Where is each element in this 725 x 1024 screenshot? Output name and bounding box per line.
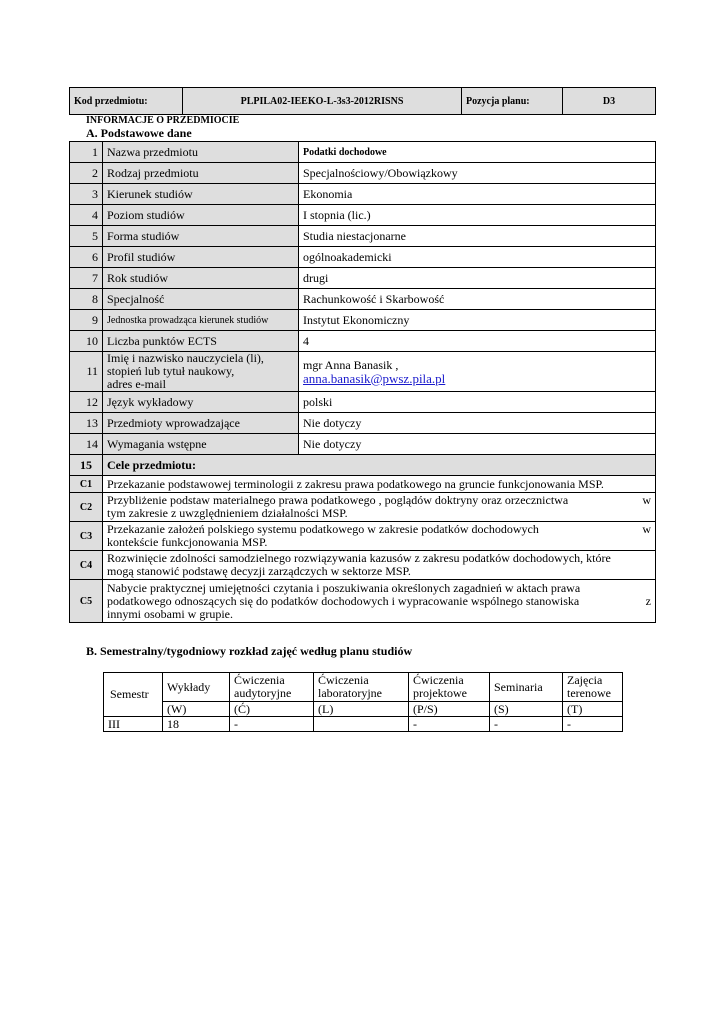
goal-code: C4 [70,551,103,580]
row-label: Rok studiów [103,268,299,289]
goal-row [70,522,656,551]
row-value: Specjalnościowy/Obowiązkowy [299,163,656,184]
row-label: Przedmioty wprowadzające [103,413,299,434]
row-number: 11 [70,352,103,392]
goal-row [70,551,656,580]
column-header [409,673,490,702]
table-row [70,434,656,455]
column-header-line: Zajęcia [567,673,603,687]
goal-text [103,580,656,623]
row-label: Poziom studiów [103,205,299,226]
row-number: 13 [70,413,103,434]
column-header [230,673,314,702]
schedule-table [103,672,623,732]
goal-line: tym zakresie z uwzględnieniem działalności MSP. [107,506,348,520]
table-row [70,205,656,226]
goals-header-row [70,455,656,476]
goal-line-tail: z [645,593,651,608]
schedule-header-row [104,673,623,702]
row-label: Specjalność [103,289,299,310]
column-header-line: terenowe [567,686,611,700]
row-number: 9 [70,310,103,331]
table-row [70,289,656,310]
table-row [70,268,656,289]
hours-value: 18 [163,717,230,732]
row-number: 5 [70,226,103,247]
teacher-email-link[interactable]: anna.banasik@pwsz.pila.pl [303,370,446,386]
row-number: 12 [70,392,103,413]
row-label: Liczba punktów ECTS [103,331,299,352]
hours-value: - [230,717,314,732]
row-number: 15 [70,455,103,476]
goal-row [70,493,656,522]
row-label: Profil studiów [103,247,299,268]
row-value: Nie dotyczy [299,413,656,434]
goal-line: Przekazanie podstawowej terminologii z zakresu prawa podatkowego na gruncie funkcjonowania MSP. [107,476,604,491]
row-number: 2 [70,163,103,184]
goal-text [103,551,656,580]
goal-text [103,522,656,551]
schedule-abbr-row [104,702,623,717]
hours-value [314,717,409,732]
row-label: Rodzaj przedmiotu [103,163,299,184]
table-row [70,247,656,268]
column-header [314,673,409,702]
row-number: 7 [70,268,103,289]
row-value: drugi [299,268,656,289]
table-row [70,163,656,184]
semester-value: III [104,717,163,732]
column-header-line: Ćwiczenia [234,673,285,687]
table-row [70,392,656,413]
goal-text [103,493,656,522]
column-header-line: laboratoryjne [318,686,382,700]
row-value: polski [299,392,656,413]
row-label: Wymagania wstępne [103,434,299,455]
column-header-line: Wykłady [167,679,211,694]
row-value: ogólnoakademicki [299,247,656,268]
row-number: 4 [70,205,103,226]
row-value: Podatki dochodowe [299,142,656,163]
goal-row [70,580,656,623]
teacher-label-line-1: Imię i nazwisko nauczyciela (li), [107,351,264,365]
row-label [103,352,299,392]
goal-code: C2 [70,493,103,522]
goal-line: Przekazanie założeń polskiego systemu podatkowego w zakresie podatków dochodowych [107,522,539,536]
goal-code: C5 [70,580,103,623]
goal-line: Przybliżenie podstaw materialnego prawa podatkowego , poglądów doktryny oraz orzecznictwa [107,493,569,507]
column-abbr: (T) [563,702,623,717]
row-number: 10 [70,331,103,352]
row-number: 1 [70,142,103,163]
basic-data-table [69,141,656,623]
goal-line: innymi osobami w grupie. [107,606,233,621]
table-row [70,310,656,331]
semester-header: Semestr [104,673,163,717]
goal-code: C3 [70,522,103,551]
section-b-title: B. Semestralny/tygodniowy rozkład zajęć według planu studiów [86,644,413,658]
hours-value: - [563,717,623,732]
row-value: Rachunkowość i Skarbowość [299,289,656,310]
hours-value: - [490,717,563,732]
course-header-table [69,87,656,115]
column-abbr: (W) [163,702,230,717]
goal-line-tail: w [642,522,651,536]
column-abbr: (S) [490,702,563,717]
goal-line: mogą stanowić podstawę decyzji zarządczych w sektorze MSP. [107,564,411,578]
row-label: Jednostka prowadząca kierunek studiów [103,310,299,331]
table-row [70,184,656,205]
row-value: Ekonomia [299,184,656,205]
row-label: Kierunek studiów [103,184,299,205]
column-header-line: audytoryjne [234,686,292,700]
course-code-value: PLPILA02-IEEKO-L-3s3-2012RISNS [183,88,462,115]
goal-text [103,476,656,493]
row-value [299,352,656,392]
hours-value: - [409,717,490,732]
table-row [70,352,656,392]
column-abbr: (L) [314,702,409,717]
column-header [163,673,230,702]
column-abbr: (Ć) [230,702,314,717]
goal-code: C1 [70,476,103,493]
column-header-line: Ćwiczenia [318,673,369,687]
teacher-name: mgr Anna Banasik , [303,357,399,372]
row-value: I stopnia (lic.) [299,205,656,226]
row-value: Nie dotyczy [299,434,656,455]
plan-position-value: D3 [563,88,656,115]
column-abbr: (P/S) [409,702,490,717]
row-label: Nazwa przedmiotu [103,142,299,163]
row-number: 6 [70,247,103,268]
column-header-line: Seminaria [494,679,543,694]
row-value: 4 [299,331,656,352]
section-a-title: A. Podstawowe dane [86,126,192,140]
goal-line: podatkowego odnoszących się do podatków dochodowych i wypracowanie wspólnego stanowiska [107,593,580,608]
row-value: Instytut Ekonomiczny [299,310,656,331]
column-header [563,673,623,702]
schedule-data-row [104,717,623,732]
goal-line: Nabycie praktycznej umiejętności czytania i poszukiwania określonych zagadnień w aktach prawa [107,580,581,595]
table-row [70,226,656,247]
column-header-line: Ćwiczenia [413,673,464,687]
plan-position-label: Pozycja planu: [462,88,563,115]
goal-line: kontekście funkcjonowania MSP. [107,535,268,549]
table-row [70,413,656,434]
column-header [490,673,563,702]
row-value: Studia niestacjonarne [299,226,656,247]
teacher-label-line-2: stopień lub tytuł naukowy, [107,364,235,378]
goal-line-tail: w [642,493,651,507]
row-label: Język wykładowy [103,392,299,413]
course-code-label: Kod przedmiotu: [70,88,183,115]
goal-row [70,476,656,493]
section-info-title: INFORMACJE O PRZEDMIOCIE [86,115,240,126]
goals-header-label: Cele przedmiotu: [103,455,656,476]
row-number: 3 [70,184,103,205]
teacher-label-line-3: adres e-mail [107,377,166,391]
row-number: 8 [70,289,103,310]
table-row [70,142,656,163]
column-header-line: projektowe [413,686,467,700]
row-label: Forma studiów [103,226,299,247]
table-row [70,331,656,352]
row-number: 14 [70,434,103,455]
goal-line: Rozwinięcie zdolności samodzielnego rozwiązywania kazusów z zakresu podatków dochodowych, które [107,551,611,565]
